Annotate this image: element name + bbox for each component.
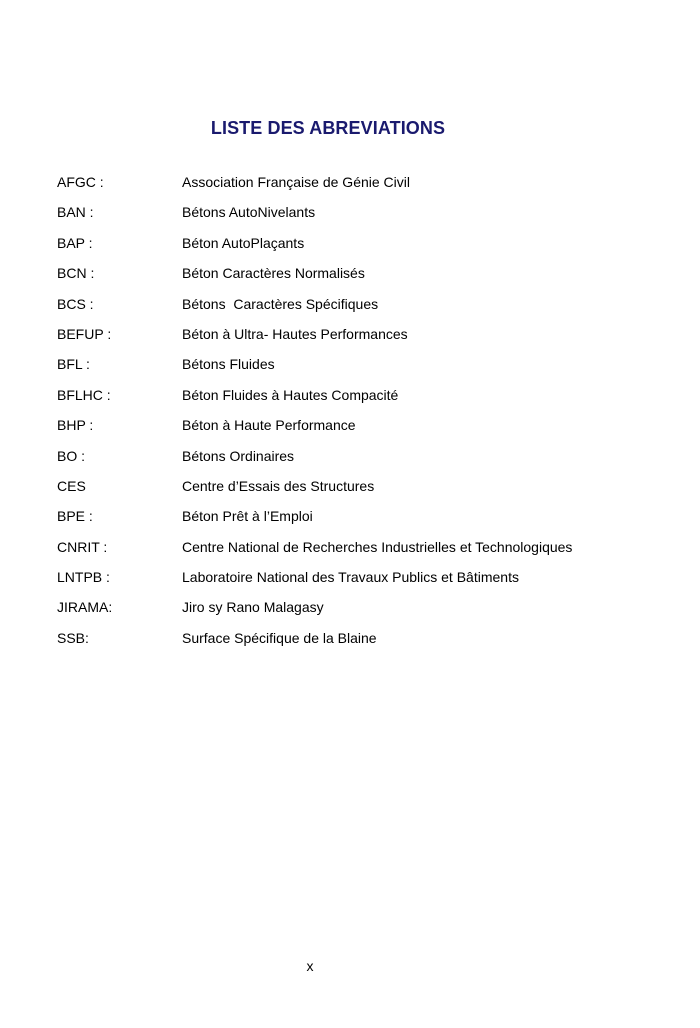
abbreviation-row (57, 202, 657, 232)
abbreviation-code: BCS : (57, 295, 94, 312)
abbreviation-meaning: Centre National de Recherches Industrielles et Technologiques (182, 538, 573, 555)
abbreviation-row (57, 537, 657, 567)
abbreviation-code: BCN : (57, 265, 95, 282)
abbreviation-meaning: Béton Caractères Normalisés (182, 265, 365, 282)
abbreviation-code: BAP : (57, 234, 93, 251)
abbreviation-code: BAN : (57, 204, 94, 221)
abbreviation-row (57, 294, 657, 324)
abbreviation-meaning: Bétons Ordinaires (182, 447, 295, 464)
page-title: LISTE DES ABREVIATIONS (210, 118, 446, 138)
abbreviation-row (57, 597, 657, 627)
abbreviation-meaning: Bétons Fluides (182, 356, 275, 373)
abbreviation-code: BFL : (57, 356, 90, 373)
abbreviation-row (57, 324, 657, 354)
abbreviation-meaning: Béton AutoPlaçants (182, 234, 305, 251)
abbreviation-meaning: Centre d’Essais des Structures (182, 477, 375, 494)
abbreviation-code: LNTPB : (57, 569, 110, 586)
abbreviation-row (57, 628, 657, 658)
abbreviation-row (57, 263, 657, 293)
abbreviation-code: BFLHC : (57, 386, 111, 403)
abbreviation-code: SSB: (57, 629, 89, 646)
abbreviation-code: JIRAMA: (57, 599, 113, 616)
abbreviation-code: CNRIT : (57, 538, 108, 555)
abbreviation-meaning: Surface Spécifique de la Blaine (182, 629, 377, 646)
abbreviation-row (57, 415, 657, 445)
abbreviation-row (57, 233, 657, 263)
abbreviation-code: CES (57, 477, 86, 494)
abbreviation-meaning: Béton à Haute Performance (182, 417, 356, 434)
abbreviation-row (57, 567, 657, 597)
abbreviation-meaning: Laboratoire National des Travaux Publics et Bâtiments (182, 569, 519, 586)
abbreviation-code: BHP : (57, 417, 94, 434)
abbreviation-row (57, 446, 657, 476)
abbreviation-meaning: Béton à Ultra- Hautes Performances (182, 325, 408, 342)
abbreviation-row (57, 172, 657, 202)
abbreviation-code: BPE : (57, 508, 93, 525)
abbreviation-meaning: Bétons Caractères Spécifiques (182, 295, 379, 312)
abbreviation-row (57, 385, 657, 415)
abbreviation-code: BEFUP : (57, 325, 112, 342)
abbreviation-list (57, 172, 657, 658)
abbreviation-row (57, 506, 657, 536)
abbreviation-row (57, 354, 657, 384)
abbreviation-meaning: Bétons AutoNivelants (182, 204, 316, 221)
abbreviation-row (57, 476, 657, 506)
abbreviation-meaning: Association Française de Génie Civil (182, 174, 410, 190)
abbreviation-code: BO : (57, 447, 86, 464)
abbreviation-code: AFGC : (57, 174, 104, 190)
abbreviation-meaning: Béton Fluides à Hautes Compacité (182, 386, 399, 403)
abbreviation-meaning: Jiro sy Rano Malagasy (182, 599, 324, 616)
page-number: x (306, 958, 314, 974)
abbreviation-meaning: Béton Prêt à l’Emploi (182, 508, 313, 525)
